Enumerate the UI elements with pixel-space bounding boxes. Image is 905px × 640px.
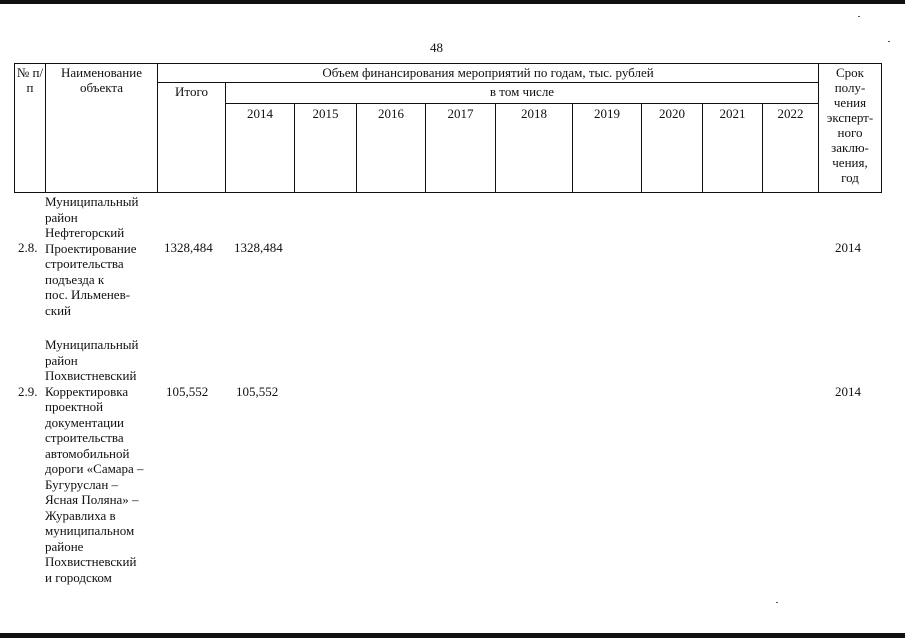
header-year: 2020 [659,106,685,121]
header-line [157,63,158,193]
header-line [14,192,881,193]
header-deadline-line: заклю- [831,140,869,155]
header-year: 2018 [521,106,547,121]
row-name [45,337,170,585]
header-year: 2016 [378,106,404,121]
row-name-line: проектной [45,399,104,414]
row-name-line: автомобильной [45,445,130,461]
header-col-deadline [819,65,881,185]
page-number: 48 [430,40,443,55]
row-name-line: пос. Ильменев- [45,287,131,302]
row-name-line: Муниципальный [45,337,139,352]
header-line [225,103,818,104]
header-col-name: Наименование объекта [61,65,142,95]
row-name-line: муниципальном [45,523,135,538]
row-name-line: Бугуруслан – [45,476,119,492]
header-col-no: № п/п [16,65,44,95]
row-name-line: ский [45,302,71,318]
row-name-line: район [45,209,78,225]
header-year: 2022 [777,106,804,121]
row-name-line: Похвистневский [45,554,137,569]
header-year: 2021 [719,106,746,121]
row-deadline: 2014 [835,384,861,399]
table-row [0,337,905,597]
row-value-2014: 1328,484 [234,240,283,255]
top-border [0,0,905,4]
header-year: 2015 [312,106,339,121]
row-name-line: район [45,352,78,368]
header-year: 2017 [447,106,474,121]
row-name-line: документации [45,414,125,430]
row-value-2014: 105,552 [236,384,279,399]
header-year: 2019 [594,106,620,121]
scan-speck [888,41,890,42]
row-name-line: Похвистневский [45,368,137,383]
scan-speck [776,602,778,603]
table-row [0,194,905,324]
header-line [157,82,818,83]
header-deadline-line: Срок [836,65,864,80]
row-total: 105,552 [166,384,209,399]
scan-speck [858,16,860,17]
row-name-line: Ясная Поляна» – [45,492,139,507]
row-name-line: Муниципальный [45,194,139,209]
row-name-line: строительства [45,430,124,445]
row-deadline: 2014 [835,240,861,255]
header-deadline-line: чения, [832,155,868,170]
header-line [14,63,881,64]
header-deadline-line: ного [837,125,863,140]
row-name-line: Проектирование [45,240,137,256]
row-name-line: подъезда к [45,271,105,287]
row-number: 2.8. [18,240,38,255]
row-name-line: Корректировка [45,383,129,399]
header-deadline-line: год [841,170,859,185]
header-col-including: в том числе [489,84,555,99]
bottom-border [0,633,905,638]
row-name [45,194,170,318]
row-total: 1328,484 [164,240,213,255]
header-col-total: Итого [175,84,208,99]
header-year: 2014 [247,106,273,121]
row-number: 2.9. [18,384,38,399]
header-col-volume: Объем финансирования мероприятий по годам, тыс. рублей [322,65,654,80]
row-name-line: районе [45,538,84,554]
header-deadline-line: чения [833,95,867,110]
row-name-line: дороги «Самара – [45,461,144,476]
row-name-line: и городском [45,569,112,585]
row-name-line: строительства [45,256,124,271]
row-name-line: Журавлиха в [45,507,116,523]
header-line [881,63,882,193]
header-deadline-line: полу- [834,80,866,95]
row-name-line: Нефтегорский [45,225,125,240]
header-deadline-line: эксперт- [826,110,874,125]
